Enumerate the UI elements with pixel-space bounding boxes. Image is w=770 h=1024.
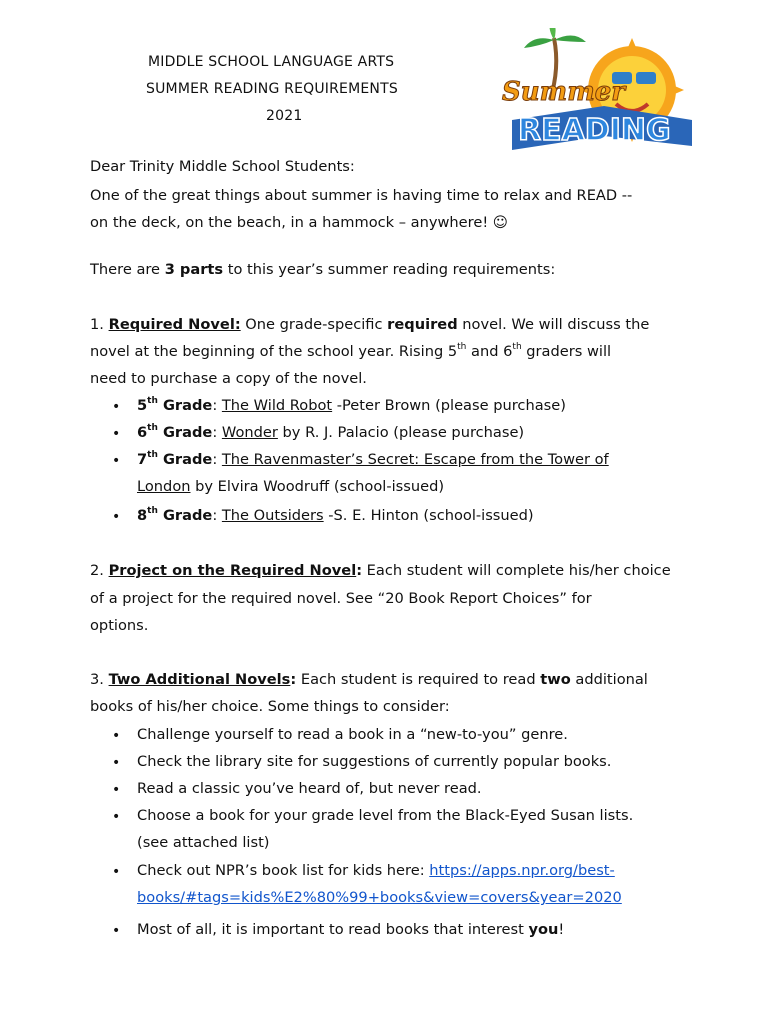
summer-reading-logo: [492, 28, 704, 158]
section3-heading: 3. Two Additional Novels: Each student is required to read two additional: [90, 671, 648, 688]
logo-word-summer: Summer: [502, 77, 625, 107]
section2-line-3: options.: [90, 617, 149, 634]
npr-link-cont[interactable]: books/#tags=kids%E2%80%99+books&view=covers&year=2020: [137, 889, 622, 906]
suggestion-6: Most of all, it is important to read books that interest you!: [137, 921, 565, 938]
intro-line-1: One of the great things about summer is having time to relax and READ --: [90, 187, 633, 204]
section1-line-2: novel at the beginning of the school year. Rising 5th and 6th graders will: [90, 342, 612, 360]
bullet-icon: •: [112, 782, 121, 798]
suggestion-1: Challenge yourself to read a book in a “new-to-you” genre.: [137, 726, 568, 743]
bullet-icon: •: [112, 509, 121, 525]
bullet-icon: •: [112, 923, 121, 939]
header-year: 2021: [266, 108, 303, 124]
suggestion-5: Check out NPR’s book list for kids here: https://apps.npr.org/best-: [137, 862, 615, 879]
bullet-icon: •: [112, 399, 121, 415]
header-line-1: MIDDLE SCHOOL LANGUAGE ARTS: [148, 54, 395, 70]
bullet-icon: •: [112, 864, 121, 880]
npr-link[interactable]: https://apps.npr.org/best-: [429, 862, 615, 879]
header-line-2: SUMMER READING REQUIREMENTS: [146, 81, 398, 97]
section3-line-2: books of his/her choice. Some things to consider:: [90, 698, 450, 715]
suggestion-2: Check the library site for suggestions of currently popular books.: [137, 753, 612, 770]
bullet-icon: •: [112, 755, 121, 771]
section1-line-3: need to purchase a copy of the novel.: [90, 370, 367, 387]
suggestion-4: Choose a book for your grade level from the Black-Eyed Susan lists.: [137, 807, 634, 824]
greeting: Dear Trinity Middle School Students:: [90, 158, 355, 175]
bullet-icon: •: [112, 728, 121, 744]
section1-heading: 1. Required Novel: One grade-specific required novel. We will discuss the: [90, 316, 650, 333]
intro-line-2: on the deck, on the beach, in a hammock – anywhere! ☺: [90, 214, 509, 231]
grade-6-item: 6th Grade: Wonder by R. J. Palacio (please purchase): [137, 423, 525, 441]
bullet-icon: •: [112, 809, 121, 825]
section2-line-2: of a project for the required novel. See “20 Book Report Choices” for: [90, 590, 592, 607]
parts-sentence: There are 3 parts to this year’s summer reading requirements:: [90, 261, 556, 278]
suggestion-3: Read a classic you’ve heard of, but never read.: [137, 780, 482, 797]
suggestion-4-cont: (see attached list): [137, 834, 270, 851]
section2-heading: 2. Project on the Required Novel: Each student will complete his/her choice: [90, 562, 671, 579]
grade-7-item-cont: London by Elvira Woodruff (school-issued): [137, 478, 445, 495]
bullet-icon: •: [112, 426, 121, 442]
grade-5-item: 5th Grade: The Wild Robot -Peter Brown (please purchase): [137, 396, 566, 414]
grade-7-item: 7th Grade: The Ravenmaster’s Secret: Escape from the Tower of: [137, 450, 609, 468]
bullet-icon: •: [112, 453, 121, 469]
logo-word-reading: READING: [518, 113, 671, 148]
grade-8-item: 8th Grade: The Outsiders -S. E. Hinton (school-issued): [137, 506, 534, 524]
